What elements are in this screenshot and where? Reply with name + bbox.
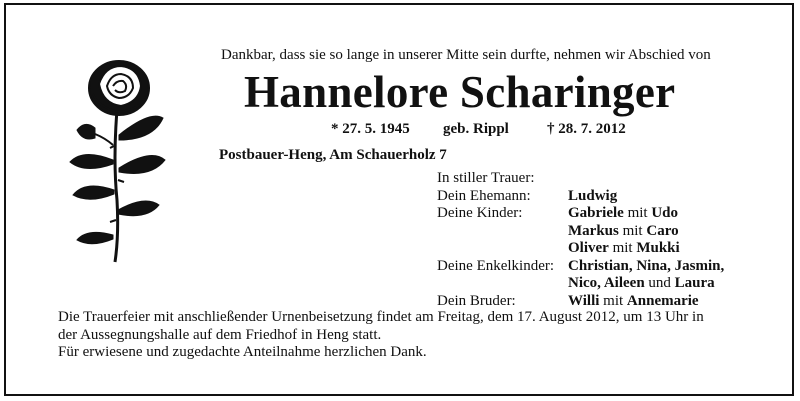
funeral-details: [58, 309, 704, 362]
mourner-row-grandchildren: Deine Enkelkinder: Christian, Nina, Jasmin,: [437, 257, 725, 274]
mourner-row-grandchildren-2: Nico, Aileen und Laura: [568, 275, 715, 291]
mourner-row-child-3: Oliver mit Mukki: [568, 240, 680, 256]
funeral-line: der Aussegnungshalle auf dem Friedhof in Heng statt.: [58, 326, 382, 343]
mourner-row-child-2: Markus mit Caro: [568, 222, 679, 239]
death-date: † 28. 7. 2012: [547, 121, 626, 137]
mourner-row-brother: Dein Bruder: Willi mit Annemarie: [437, 292, 699, 309]
mourner-row-children: Deine Kinder: Gabriele mit Udo: [437, 205, 679, 221]
address: Postbauer-Heng, Am Schauerholz 7: [219, 147, 447, 163]
funeral-line: Die Trauerfeier mit anschließender Urnenbeisetzung findet am Freitag, dem 17. August 2012, um 13 Uhr in: [58, 309, 704, 325]
mourner-row-husband: Dein Ehemann: Ludwig: [437, 187, 618, 204]
birth-date: * 27. 5. 1945: [331, 121, 410, 137]
thanks-line: Für erwiesene und zugedachte Anteilnahme herzlichen Dank.: [58, 344, 427, 360]
mourners-list: [437, 170, 724, 310]
notice-intro: Dankbar, dass sie so lange in unserer Mitte sein durfte, nehmen wir Abschied von: [221, 47, 711, 63]
rose-icon: [55, 50, 170, 265]
maiden-name: geb. Rippl: [443, 121, 509, 137]
mourners-heading: In stiller Trauer:: [437, 170, 535, 186]
deceased-name: Hannelore Scharinger: [244, 67, 676, 117]
